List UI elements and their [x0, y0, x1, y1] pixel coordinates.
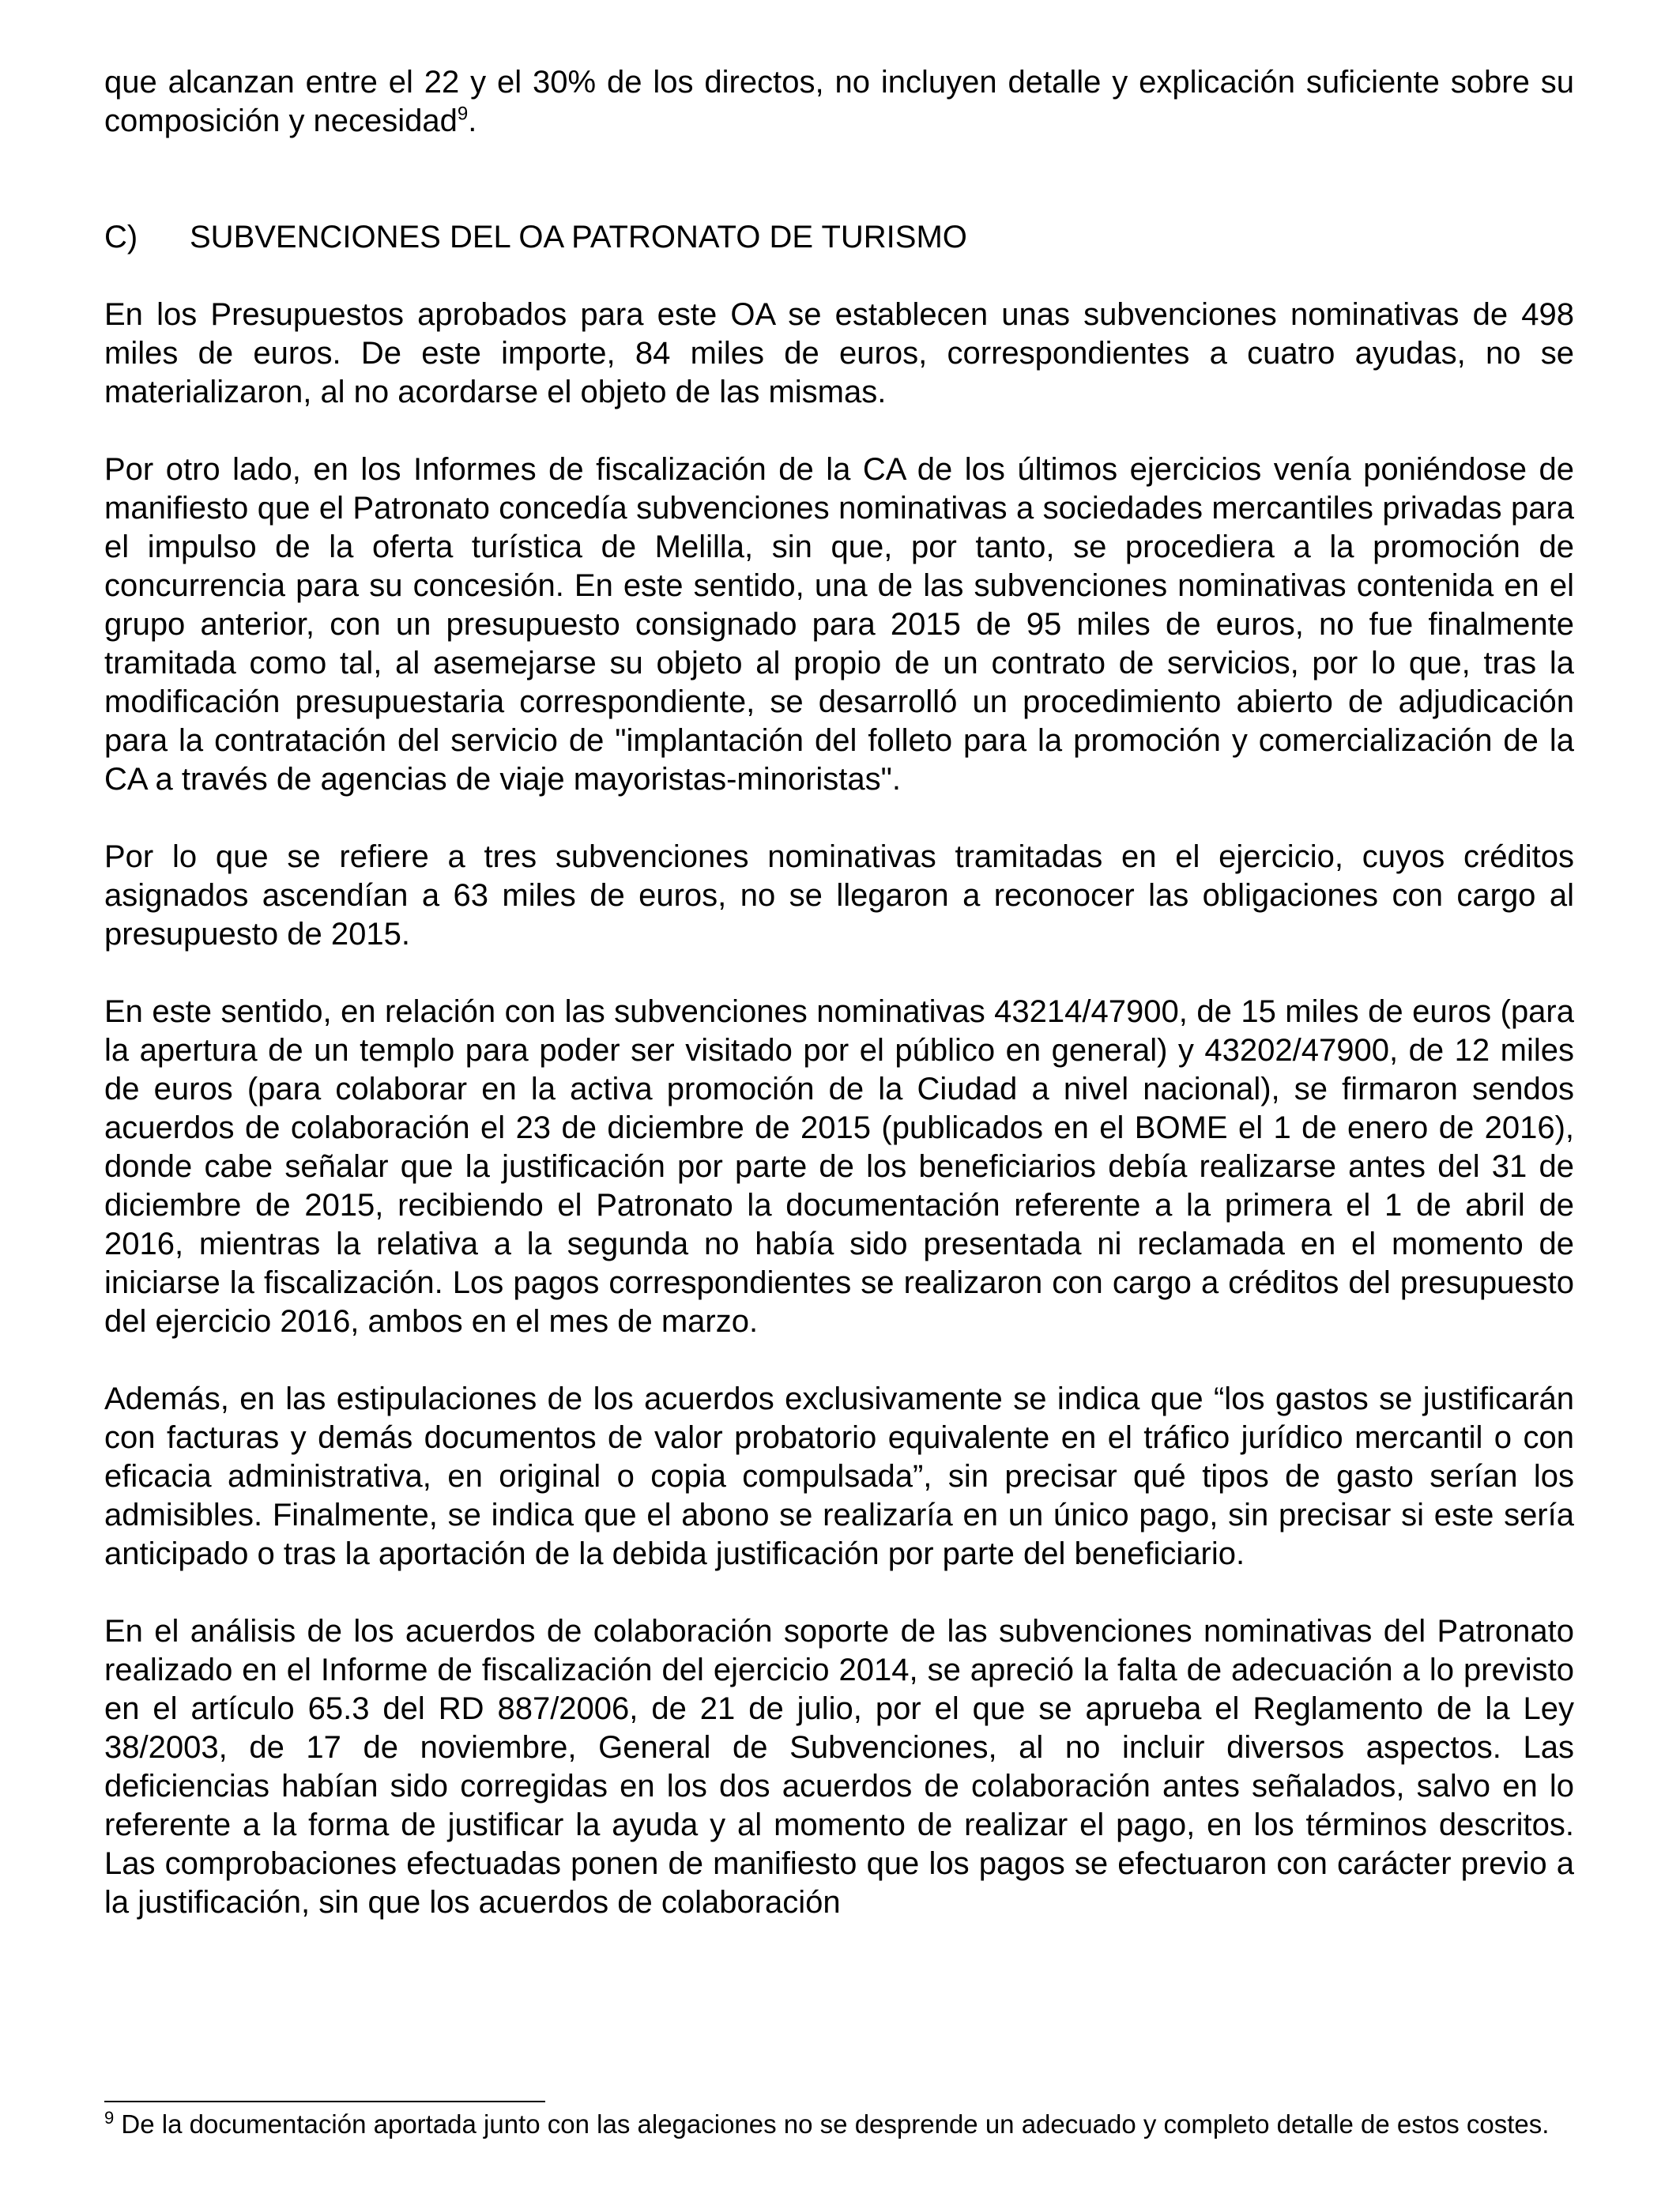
- footnote: [104, 2109, 1574, 2140]
- section-letter: C): [104, 220, 138, 254]
- paragraph-continuation: [104, 63, 1574, 141]
- paragraph-5: Además, en las estipulaciones de los acuerdos exclusivamente se indica que “los gastos se justificarán con facturas y demás documentos de valor probatorio equivalente en el tráfico jurídico mercantil o con eficacia administrativa, en original o copia compulsada”, sin precisar qué tipos de gasto serían los admisibles. Finalmente, se indica que el abono se realizaría en un único pago, sin precisar si este sería anticipado o tras la aportación de la debida justificación por parte del beneficiario.: [104, 1382, 1574, 1571]
- paragraph-text: que alcanzan entre el 22 y el 30% de los directos, no incluyen detalle y explicación suficiente sobre su composición y necesidad: [104, 65, 1574, 138]
- paragraph-6: En el análisis de los acuerdos de colaboración soporte de las subvenciones nominativas del Patronato realizado en el Informe de fiscalización del ejercicio 2014, se apreció la falta de adecuación a lo previsto en el artículo 65.3 del RD 887/2006, de 21 de julio, por el que se aprueba el Reglamento de la Ley 38/2003, de 17 de noviembre, General de Subvenciones, al no incluir diversos aspectos. Las deficiencias habían sido corregidas en los dos acuerdos de colaboración antes señalados, salvo en lo referente a la forma de justificar la ayuda y al momento de realizar el pago, en los términos descritos. Las comprobaciones efectuadas ponen de manifiesto que los pagos se efectuaron con carácter previo a la justificación, sin que los acuerdos de colaboración: [104, 1614, 1574, 1920]
- paragraph-2: Por otro lado, en los Informes de fiscalización de la CA de los últimos ejercicios venía poniéndose de manifiesto que el Patronato concedía subvenciones nominativas a sociedades mercantiles privadas para el impulso de la oferta turística de Melilla, sin que, por tanto, se procediera a la promoción de concurrencia para su concesión. En este sentido, una de las subvenciones nominativas contenida en el grupo anterior, con un presupuesto consignado para 2015 de 95 miles de euros, no fue finalmente tramitada como tal, al asemejarse su objeto al propio de un contrato de servicios, por lo que, tras la modificación presupuestaria correspondiente, se desarrolló un procedimiento abierto de adjudicación para la contratación del servicio de "implantación del folleto para la promoción y comercialización de la CA a través de agencias de viaje mayoristas-minoristas".: [104, 452, 1574, 797]
- paragraph-3: Por lo que se refiere a tres subvenciones nominativas tramitadas en el ejercicio, cuyos créditos asignados ascendían a 63 miles de euros, no se llegaron a reconocer las obligaciones con cargo al presupuesto de 2015.: [104, 839, 1574, 952]
- paragraph-1: En los Presupuestos aprobados para este OA se establecen unas subvenciones nominativas de 498 miles de euros. De este importe, 84 miles de euros, correspondientes a cuatro ayudas, no se materializaron, al no acordarse el objeto de las mismas.: [104, 297, 1574, 409]
- paragraph-4: En este sentido, en relación con las subvenciones nominativas 43214/47900, de 15 miles de euros (para la apertura de un templo para poder ser visitado por el público en general) y 43202/47900, de 12 miles de euros (para colaborar en la activa promoción de la Ciudad a nivel nacional), se firmaron sendos acuerdos de colaboración el 23 de diciembre de 2015 (publicados en el BOME el 1 de enero de 2016), donde cabe señalar que la justificación por parte de los beneficiarios debía realizarse antes del 31 de diciembre de 2015, recibiendo el Patronato la documentación referente a la primera el 1 de abril de 2016, mientras la relativa a la segunda no había sido presentada ni reclamada en el momento de iniciarse la fiscalización. Los pagos correspondientes se realizaron con cargo a créditos del presupuesto del ejercicio 2016, ambos en el mes de marzo.: [104, 994, 1574, 1339]
- section-heading: [104, 218, 1574, 257]
- footnote-number: 9: [104, 2108, 115, 2128]
- footnote-divider: [104, 2101, 545, 2102]
- footnote-reference[interactable]: 9: [457, 103, 469, 125]
- footnote-text: De la documentación aportada junto con las alegaciones no se desprende un adecuado y completo detalle de estos costes.: [114, 2109, 1550, 2139]
- document-page: [104, 63, 1574, 1922]
- section-title: SUBVENCIONES DEL OA PATRONATO DE TURISMO: [190, 220, 967, 254]
- paragraph-end: .: [468, 104, 477, 138]
